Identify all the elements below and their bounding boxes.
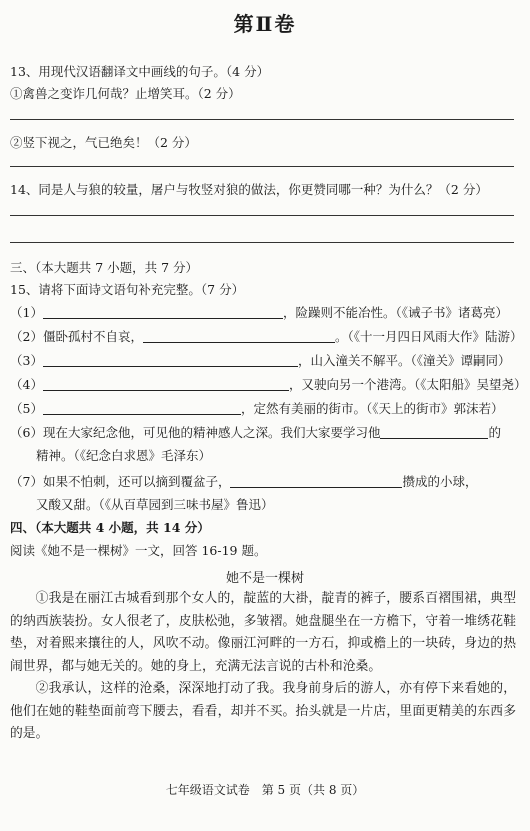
fill-item-6-line-2: 精神。（《纪念白求恩》毛泽东） [36,448,212,463]
section-3-heading: 三、（本大题共 7 小题，共 7 分） [10,260,199,275]
question-13-stem: 13、用现代汉语翻译文中画线的句子。（4 分） [10,64,270,79]
fill-item-6-text-after: 的 [488,425,501,440]
fill-item-4-text: ，又驶向另一个港湾。（《太阳船》吴望尧） [288,377,527,392]
fill-item-5 [10,399,503,417]
question-14-stem: 14、同是人与狼的较量，屠户与牧竖对狼的做法，你更赞同哪一种？为什么？（2 分） [10,182,488,197]
reading-instruction: 阅读《她不是一棵树》一文，回答 16-19 题。 [10,543,267,558]
fill-item-4-number: （4） [10,377,43,392]
page-footer: 七年级语文试卷 第 5 页（共 8 页） [165,783,365,797]
fill-blank-1[interactable] [43,305,283,319]
fill-blank-3[interactable] [43,353,298,367]
fill-item-7-text-after: 攒成的小球， [402,474,478,489]
question-15-stem: 15、请将下面诗文语句补充完整。（7 分） [10,282,245,297]
fill-item-4 [10,375,526,393]
fill-blank-5[interactable] [43,401,241,415]
fill-blank-7[interactable] [230,474,402,488]
fill-item-7-text-before: （7）如果不怕刺，还可以摘到覆盆子， [10,474,231,489]
fill-item-7-line-2: 又酸又甜。（《从百草园到三味书屋》鲁迅） [36,497,274,512]
answer-line-14-2[interactable] [10,242,514,243]
fill-item-1 [10,303,508,321]
section-4-heading: 四、（本大题共 4 小题，共 14 分） [10,520,210,535]
fill-blank-2[interactable] [143,329,335,343]
page-title: 第Ⅱ卷 [233,12,297,36]
fill-item-2 [10,327,522,345]
article-paragraph-1: ①我是在丽江古城看到那个女人的，靛蓝的大褂，靛青的裤子，腰系百褶围裙，典型的纳西族装扮。女人很老了，皮肤松弛，多皱褶。她盘腿坐在一方檐下，守着一堆绣花鞋垫，对着熙来攘往的人，风吹不动。像丽江河畔的一方石，抑或檐上的一块砖，身边的热闹世界，都与她无关的。她的身上，充满无法言说的古朴和沧桑。 [10,591,516,674]
article-title: 她不是一棵树 [225,571,304,586]
fill-item-2-text-before: （2）僵卧孤村不自哀， [10,329,143,344]
fill-item-3-number: （3） [10,353,43,368]
answer-line-13-1[interactable] [10,119,514,120]
fill-item-6 [10,423,501,441]
fill-item-6-text-before: （6）现在大家纪念他，可见他的精神感人之深。我们大家要学习他 [10,425,381,440]
question-13-sub-1: ①禽兽之变诈几何哉？止增笑耳。（2 分） [10,86,241,101]
fill-item-2-text: 。（《十一月四日风雨大作》陆游） [334,329,523,344]
fill-item-3 [10,351,510,369]
fill-item-5-number: （5） [10,401,43,416]
article-paragraph-2: ②我承认，这样的沧桑，深深地打动了我。我身前身后的游人，亦有停下来看她的，他们在她的鞋垫面前弯下腰去，看看，却并不买。抬头就是一片店，里面更精美的东西多的是。 [10,681,516,741]
fill-item-1-number: （1） [10,305,43,320]
fill-item-7 [10,472,477,490]
fill-blank-6[interactable] [380,425,488,439]
fill-item-3-text: ，山入潼关不解平。（《潼关》谭嗣同） [297,353,511,368]
question-13-sub-2: ②竖下视之，气已绝矣！（2 分） [10,135,197,150]
answer-line-14-1[interactable] [10,215,514,216]
fill-item-1-text: ，险躁则不能冶性。（《诫子书》诸葛亮） [282,305,508,320]
fill-item-5-text: ，定然有美丽的街市。（《天上的街市》郭沫若） [240,401,504,416]
answer-line-13-2[interactable] [10,166,514,167]
fill-blank-4[interactable] [43,377,289,391]
